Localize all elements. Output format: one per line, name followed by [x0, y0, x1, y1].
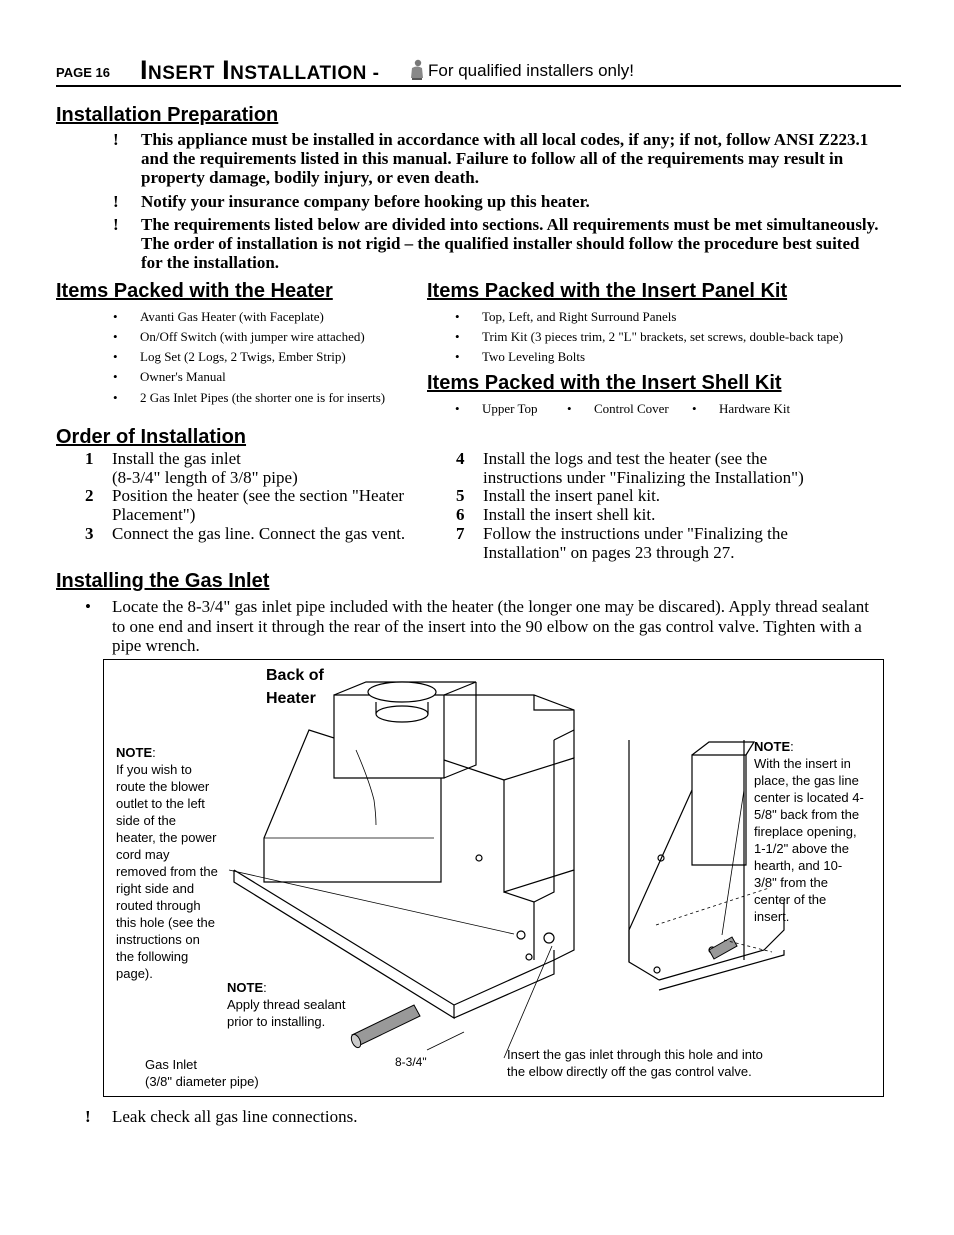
- order-heading: Order of Installation: [56, 426, 247, 448]
- prep-item: Notify your insurance company before hooking up this heater.: [141, 192, 590, 211]
- page-header: [56, 55, 901, 87]
- back-of-heater-label: Back of Heater: [266, 667, 324, 707]
- gas-inlet-instructions: Locate the 8-3/4" gas inlet pipe included with the heater (the longer one may be discared). Apply thread sealant to one end and insert it through the rear of the insert into the 90 elbow on the gas control valve. Tighten with a pipe wrench.: [112, 597, 870, 655]
- installer-icon: [409, 59, 425, 81]
- page-number: PAGE 16: [56, 65, 110, 80]
- bullet-mark: •: [85, 597, 91, 616]
- qualified-installers-note: For qualified installers only!: [428, 61, 634, 80]
- installation-preparation-heading: Installation Preparation: [56, 104, 279, 126]
- shell-kit-heading: Items Packed with the Insert Shell Kit: [427, 372, 782, 394]
- gas-inlet-diagram: [103, 659, 884, 1097]
- blower-route-note: NOTE: If you wish to route the blower outlet to the left side of the heater, the power cord may removed from the right side and routed through this hole (see the instructions on the following page).: [116, 745, 218, 981]
- warning-mark: !: [85, 1107, 91, 1126]
- insert-inlet-note: Insert the gas inlet through this hole and into the elbow directly off the gas control valve.: [507, 1047, 763, 1079]
- panel-kit-heading: Items Packed with the Insert Panel Kit: [427, 280, 788, 302]
- warning-mark: !: [113, 215, 119, 234]
- leak-check-note: Leak check all gas line connections.: [112, 1107, 358, 1126]
- gas-inlet-heading: Installing the Gas Inlet: [56, 570, 270, 592]
- thread-sealant-note: NOTE: Apply thread sealant prior to installing.: [227, 980, 346, 1029]
- gas-line-location-note: NOTE: With the insert in place, the gas line center is located 4- 5/8" back from the fireplace opening, 1-1/2" above the hearth, and 10- 3/8" from the center of the insert.: [754, 739, 864, 924]
- prep-item: The requirements listed below are divided into sections. All requirements must be met simultaneously. The order of installation is not rigid – the qualified installer should follow the procedure best suited for the installation.: [141, 215, 879, 272]
- heater-items-heading: Items Packed with the Heater: [56, 280, 333, 302]
- pipe-length-label: 8-3/4": [395, 1055, 427, 1069]
- warning-mark: !: [113, 192, 119, 211]
- gas-inlet-label: Gas Inlet (3/8" diameter pipe): [145, 1057, 259, 1089]
- prep-item: This appliance must be installed in accordance with all local codes, if any; if not, follow ANSI Z223.1 and the requirements listed in this manual. Failure to follow all of the requirements may result in property damage, bodily injury, or even death.: [141, 130, 869, 187]
- page-title: INSERT INSTALLATION -: [140, 55, 380, 85]
- warning-mark: !: [113, 130, 119, 149]
